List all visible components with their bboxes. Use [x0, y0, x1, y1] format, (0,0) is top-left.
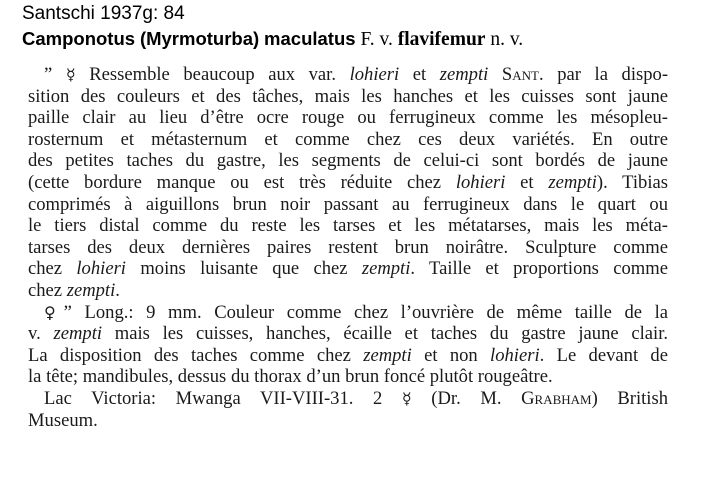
worker-symbol-icon: ☿ [401, 388, 412, 408]
worker-line: paille clair au lieu d’être ocre rouge ou ferrugineux comme les mésopleu- [28, 107, 668, 129]
variety-name: flavifemur [397, 29, 486, 50]
worker-symbol-icon: ☿ [65, 65, 76, 84]
worker-line: le tiers distal comme du reste les tarses et les métatarses, mais les méta- [28, 215, 668, 237]
worker-line: des petites taches du gastre, les segments de celui-ci sont bordés de jaune [28, 150, 668, 172]
locality-line: Lac Victoria: Mwanga VII-VIII-31. 2 ☿ (Dr. M. Grabham) British [44, 387, 668, 409]
title-mid: F. v. [360, 29, 393, 50]
worker-line: (cette bordure manque ou est très réduite chez lohieri et zempti). Tibias [28, 171, 668, 193]
female-line: La disposition des taches comme chez zempti et non lohieri. Le devant de [28, 344, 668, 366]
female-symbol-icon: ♀ [44, 302, 64, 322]
subgenus: (Myrmoturba) [139, 28, 260, 49]
locality-line: Museum. [28, 409, 98, 431]
genus: Camponotus [22, 28, 136, 49]
worker-line: tarses des deux dernières paires restent brun noirâtre. Sculpture comme [28, 236, 668, 258]
female-line: v. zempti mais les cuisses, hanches, écaille et taches du gastre jaune clair. [28, 323, 669, 345]
worker-line: sition des couleurs et des tâches, mais les hanches et les cuisses sont jaune [28, 85, 668, 107]
species-name: maculatus [264, 28, 356, 49]
worker-line: chez lohieri moins luisante que chez zempti. Taille et proportions comme [28, 258, 668, 280]
status: n. v. [490, 29, 524, 50]
worker-line: rosternum et métasternum et comme chez ces deux variétés. En outre [28, 128, 668, 150]
worker-line: chez zempti. [28, 279, 120, 301]
worker-line: comprimés à aiguillons brun noir passant au ferrugineux dans le quart ou [28, 193, 668, 215]
worker-line: ” ☿ Ressemble beaucoup aux var. lohieri et zempti Sant. par la dispo- [44, 64, 669, 85]
female-line: la tête; mandibules, dessus du thorax d’un brun foncé plutôt rougeâtre. [28, 366, 553, 388]
citation: Santschi 1937g: 84 [22, 3, 185, 24]
description-body [28, 64, 668, 431]
female-line: ♀” Long.: 9 mm. Couleur comme chez l’ouvrière de même taille de la [44, 301, 669, 323]
species-title [22, 28, 523, 51]
